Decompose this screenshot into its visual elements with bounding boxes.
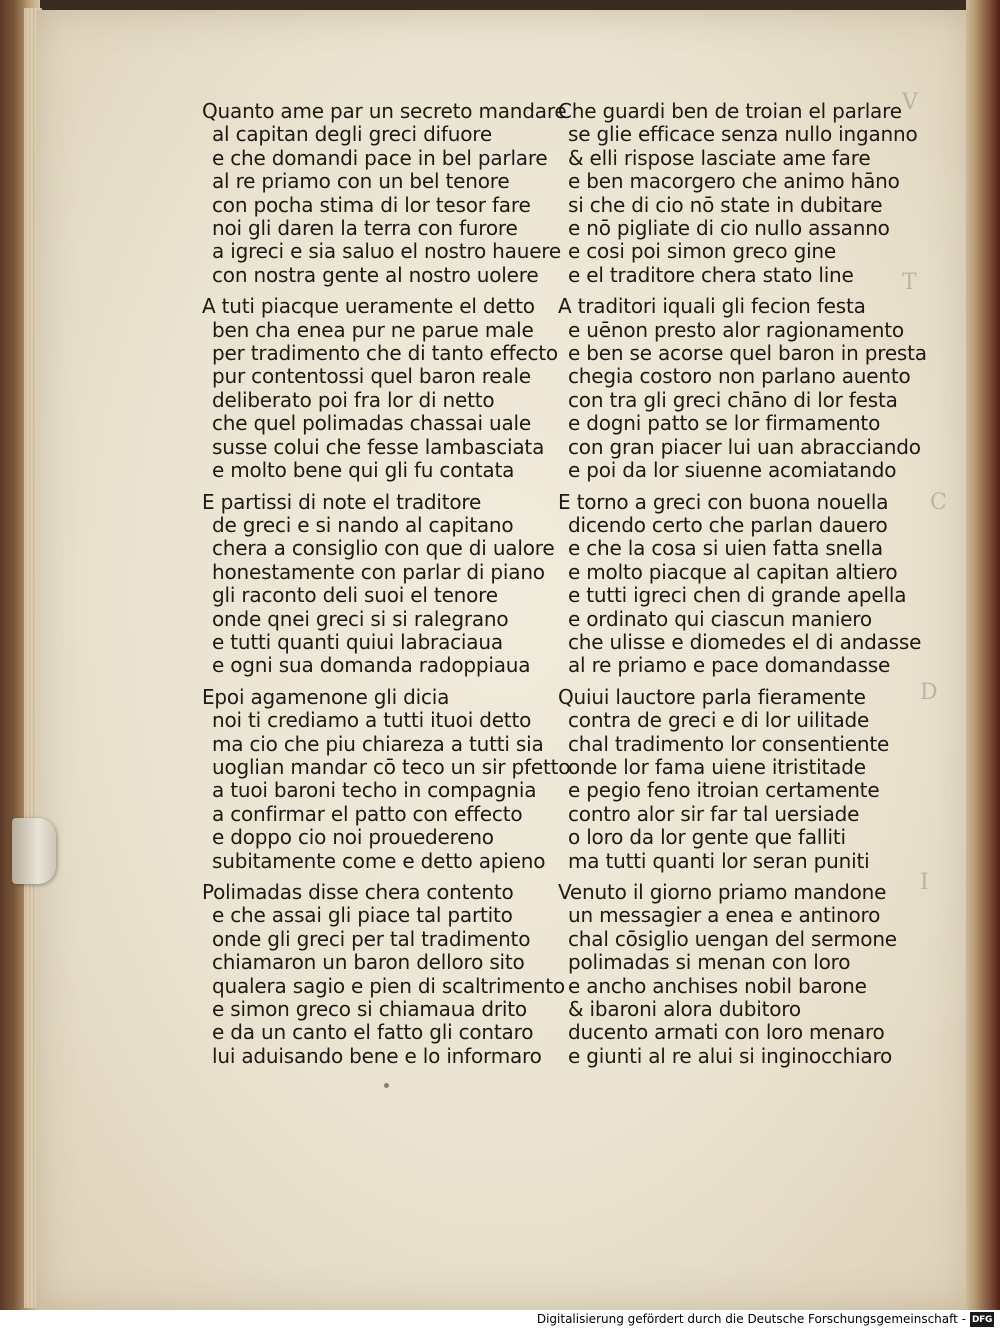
stanza-first-line: Quiui lauctore parla fieramente: [558, 684, 866, 709]
verse-line: subitamente come e detto apieno: [212, 848, 546, 873]
verse-line: honestamente con parlar di piano: [212, 559, 545, 584]
verse-line: noi gli daren la terra con furore: [212, 216, 518, 241]
verse-line: se glie efficace senza nullo inganno: [568, 122, 918, 147]
verse-line: polimadas si menan con loro: [568, 950, 851, 975]
stanza: [558, 489, 922, 678]
stanza: [202, 880, 565, 1068]
verse-line: con pocha stima di lor tesor fare: [212, 192, 531, 217]
facing-page-show-through: V T C D I: [902, 90, 947, 895]
verse-line: e uēnon presto alor ragionamento: [568, 317, 904, 342]
verse-line: chal tradimento lor consentiente: [568, 731, 890, 756]
verse-line: ben cha enea pur ne parue male: [212, 317, 534, 342]
book-clasp: [12, 818, 56, 884]
verse-line: & ibaroni alora dubitoro: [568, 997, 801, 1022]
verse-line: de greci e si nando al capitano: [212, 512, 514, 537]
verse-line: e ordinato qui ciascun maniero: [568, 606, 872, 631]
verse-line: al re priamo con un bel tenore: [212, 169, 510, 194]
verse-line: al capitan degli greci difuore: [212, 122, 492, 147]
verse-line: gli raconto deli suoi el tenore: [212, 583, 498, 608]
verse-line: al re priamo e pace domandasse: [568, 653, 891, 678]
verse-line: e pegio feno itroian certamente: [568, 778, 880, 803]
verse-line: e giunti al re alui si inginocchiaro: [568, 1043, 893, 1068]
stanza: [558, 99, 918, 287]
stanza-first-line: A traditori iquali gli fecion festa: [558, 294, 866, 319]
stanza-first-line: A tuti piacque ueramente el detto: [202, 294, 535, 319]
stanza-first-line: E torno a greci con buona nouella: [558, 489, 889, 514]
verse-line: & elli rispose lasciate ame fare: [568, 145, 871, 170]
stanza: [558, 686, 898, 873]
book-binding-right: [966, 0, 1000, 1310]
verse-line: dicendo certo che parlan dauero: [568, 512, 888, 537]
ink-mark: [384, 1083, 389, 1088]
verse-line: con gran piacer lui uan abracciando: [568, 434, 921, 459]
verse-line: e simon greco si chiamaua drito: [212, 997, 527, 1022]
stanza-first-line: Che guardi ben de troian el parlare: [558, 99, 902, 123]
verse-line: e che la cosa si uien fatta snella: [568, 536, 883, 561]
verse-line: e che domandi pace in bel parlare: [212, 145, 548, 170]
stanza: [202, 489, 555, 678]
left-text-column: [202, 99, 571, 1076]
stanza-first-line: Polimadas disse chera contento: [202, 880, 514, 904]
stanza: [202, 99, 567, 287]
verse-line: e molto bene qui gli fu contata: [212, 458, 515, 483]
verse-line: a igreci e sia saluo el nostro hauere: [212, 239, 561, 264]
verse-line: a confirmar el patto con effecto: [212, 801, 523, 826]
stanza: [558, 881, 898, 1068]
verse-line: onde qnei greci si si ralegrano: [212, 606, 509, 631]
verse-line: ma tutti quanti lor seran puniti: [568, 848, 870, 873]
verse-line: e el traditore chera stato line: [568, 262, 854, 287]
stanza-first-line: Quanto ame par un secreto mandare: [202, 99, 567, 123]
verse-line: onde lor fama uiene itristitade: [568, 754, 866, 779]
verse-line: e cosi poi simon greco gine: [568, 239, 837, 264]
verse-line: e molto piacque al capitan altiero: [568, 559, 898, 584]
verse-line: che ulisse e diomedes el di andasse: [568, 629, 922, 654]
verse-line: ma cio che piu chiareza a tutti sia: [212, 731, 544, 756]
verse-line: e ancho anchises nobil barone: [568, 973, 867, 998]
verse-line: uoglian mandar cō teco un sir pfetto: [212, 754, 571, 779]
stanza: [202, 294, 558, 483]
stanza: [558, 294, 927, 483]
dfg-logo-icon: DFG: [970, 1312, 994, 1327]
verse-line: lui aduisando bene e lo informaro: [212, 1043, 542, 1068]
verse-line: e tutti igreci chen di grande apella: [568, 583, 907, 608]
verse-line: o loro da lor gente que falliti: [568, 825, 846, 850]
stanza: [202, 684, 571, 873]
verse-line: noi ti crediamo a tutti ituoi detto: [212, 708, 532, 733]
verse-line: e da un canto el fatto gli contaro: [212, 1020, 534, 1045]
verse-line: e tutti quanti quiui labraciaua: [212, 629, 503, 654]
verse-line: e doppo cio noi prouedereno: [212, 825, 494, 850]
verse-line: chiamaron un baron delloro sito: [212, 950, 525, 975]
verse-line: con nostra gente al nostro uolere: [212, 262, 539, 287]
verse-line: e nō pigliate di cio nullo assanno: [568, 216, 890, 241]
verse-line: e dogni patto se lor firmamento: [568, 411, 881, 436]
stanza-first-line: Epoi agamenone gli dicia: [202, 684, 450, 709]
verse-line: contro alor sir far tal uersiade: [568, 801, 860, 826]
verse-line: e ogni sua domanda radoppiaua: [212, 653, 531, 678]
verse-line: qualera sagio e pien di scaltrimento: [212, 973, 565, 998]
funding-credit: Digitalisierung gefördert durch die Deutsche Forschungsgemeinschaft -: [536, 1312, 966, 1326]
verse-line: ducento armati con loro menaro: [568, 1020, 885, 1045]
verse-line: chal cōsiglio uengan del sermone: [568, 926, 897, 951]
stanza-first-line: Venuto il giorno priamo mandone: [558, 880, 887, 904]
verse-line: e ben macorgero che animo hāno: [568, 169, 900, 194]
verse-line: deliberato poi fra lor di netto: [212, 387, 495, 412]
verse-line: chera a consiglio con que di ualore: [212, 536, 555, 561]
verse-line: e poi da lor siuenne acomiatando: [568, 458, 897, 483]
verse-line: un messagier a enea e antinoro: [568, 903, 881, 928]
verse-line: susse colui che fesse lambasciata: [212, 434, 545, 459]
verse-line: che quel polimadas chassai uale: [212, 411, 531, 436]
stanza-first-line: E partissi di note el traditore: [202, 489, 482, 514]
verse-line: a tuoi baroni techo in compagnia: [212, 778, 537, 803]
verse-line: con tra gli greci chāno di lor festa: [568, 387, 898, 412]
verse-line: chegia costoro non parlano auento: [568, 364, 911, 389]
verse-line: e che assai gli piace tal partito: [212, 903, 513, 928]
verse-line: pur contentossi quel baron reale: [212, 364, 531, 389]
verse-line: per tradimento che di tanto effecto: [212, 341, 558, 366]
verse-line: onde gli greci per tal tradimento: [212, 926, 531, 951]
verse-line: si che di cio nō state in dubitare: [568, 192, 883, 217]
verse-line: e ben se acorse quel baron in presta: [568, 341, 927, 366]
verse-line: contra de greci e di lor uilitade: [568, 708, 870, 733]
